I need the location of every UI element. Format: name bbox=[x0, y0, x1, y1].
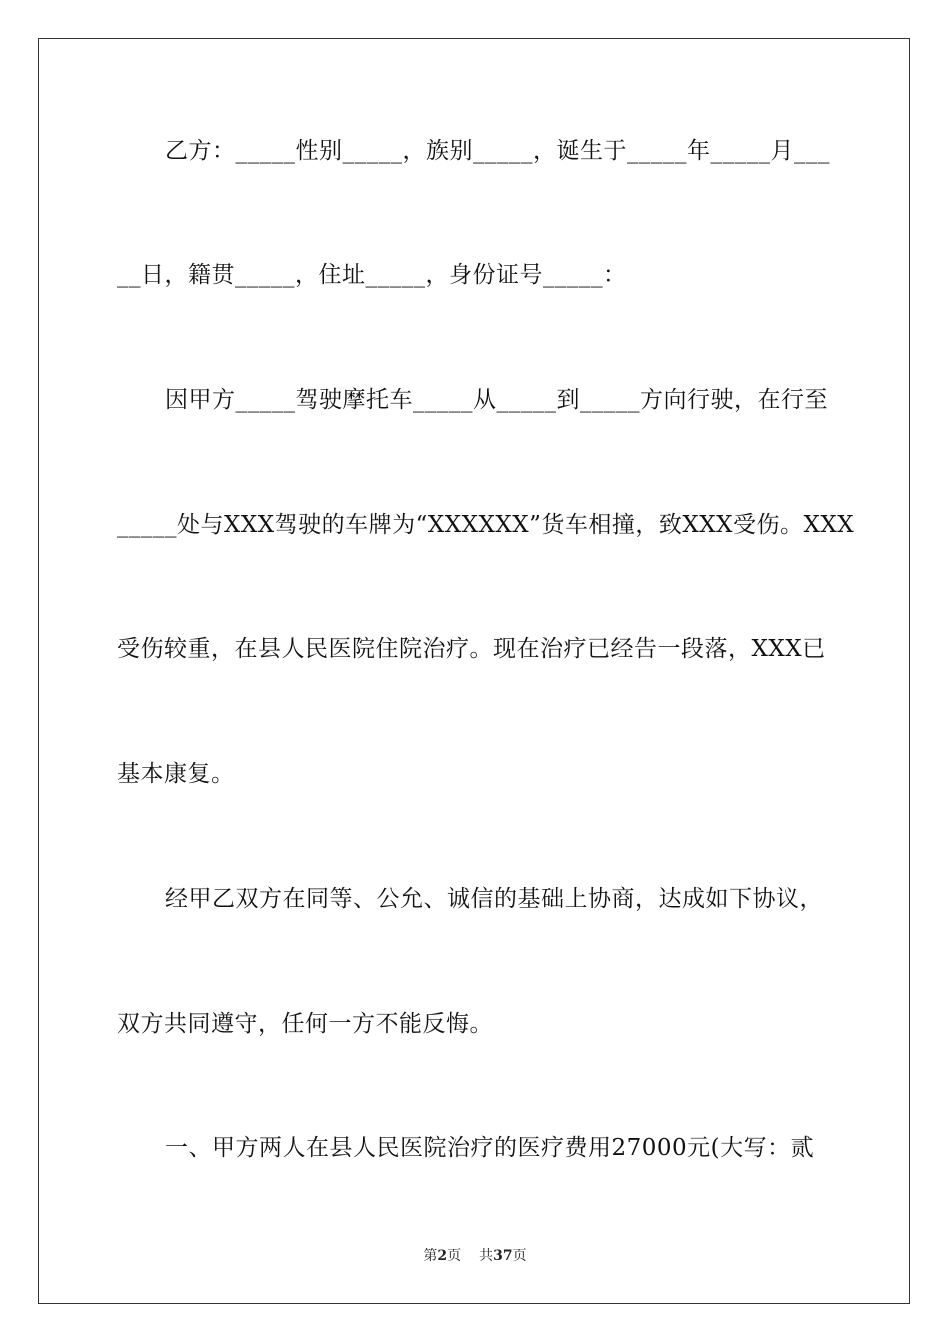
footer-total-suffix: 页 bbox=[512, 1248, 527, 1264]
page-footer bbox=[0, 1247, 950, 1265]
text-line-9: 一、甲方两人在县人民医院治疗的医疗费用27000元(大写：贰 bbox=[165, 1135, 815, 1161]
text-line-8: 双方共同遵守，任何一方不能反悔。 bbox=[117, 1011, 493, 1037]
text-line-7: 经甲乙双方在同等、公允、诚信的基础上协商，达成如下协议， bbox=[165, 886, 823, 912]
text-line-1: 乙方：_____性别_____，族别_____，诞生于_____年_____月___ bbox=[165, 138, 830, 164]
text-line-2: __日，籍贯_____，住址_____，身份证号_____： bbox=[117, 262, 627, 288]
footer-page-suffix: 页 bbox=[447, 1248, 462, 1264]
text-line-4: _____处与XXX驾驶的车牌为“XXXXXX”货车相撞，致XXX受伤。XXX bbox=[117, 512, 855, 538]
text-line-5: 受伤较重，在县人民医院住院治疗。现在治疗已经告一段落，XXX已 bbox=[117, 636, 826, 662]
page-border bbox=[38, 38, 910, 1304]
text-line-6: 基本康复。 bbox=[117, 761, 235, 787]
footer-page-prefix: 第 bbox=[423, 1248, 438, 1264]
footer-page-number: 2 bbox=[437, 1248, 448, 1264]
footer-total-prefix: 共 bbox=[479, 1248, 494, 1264]
text-line-3: 因甲方_____驾驶摩托车_____从_____到_____方向行驶，在行至 bbox=[165, 387, 828, 413]
footer-total-pages: 37 bbox=[493, 1248, 513, 1264]
